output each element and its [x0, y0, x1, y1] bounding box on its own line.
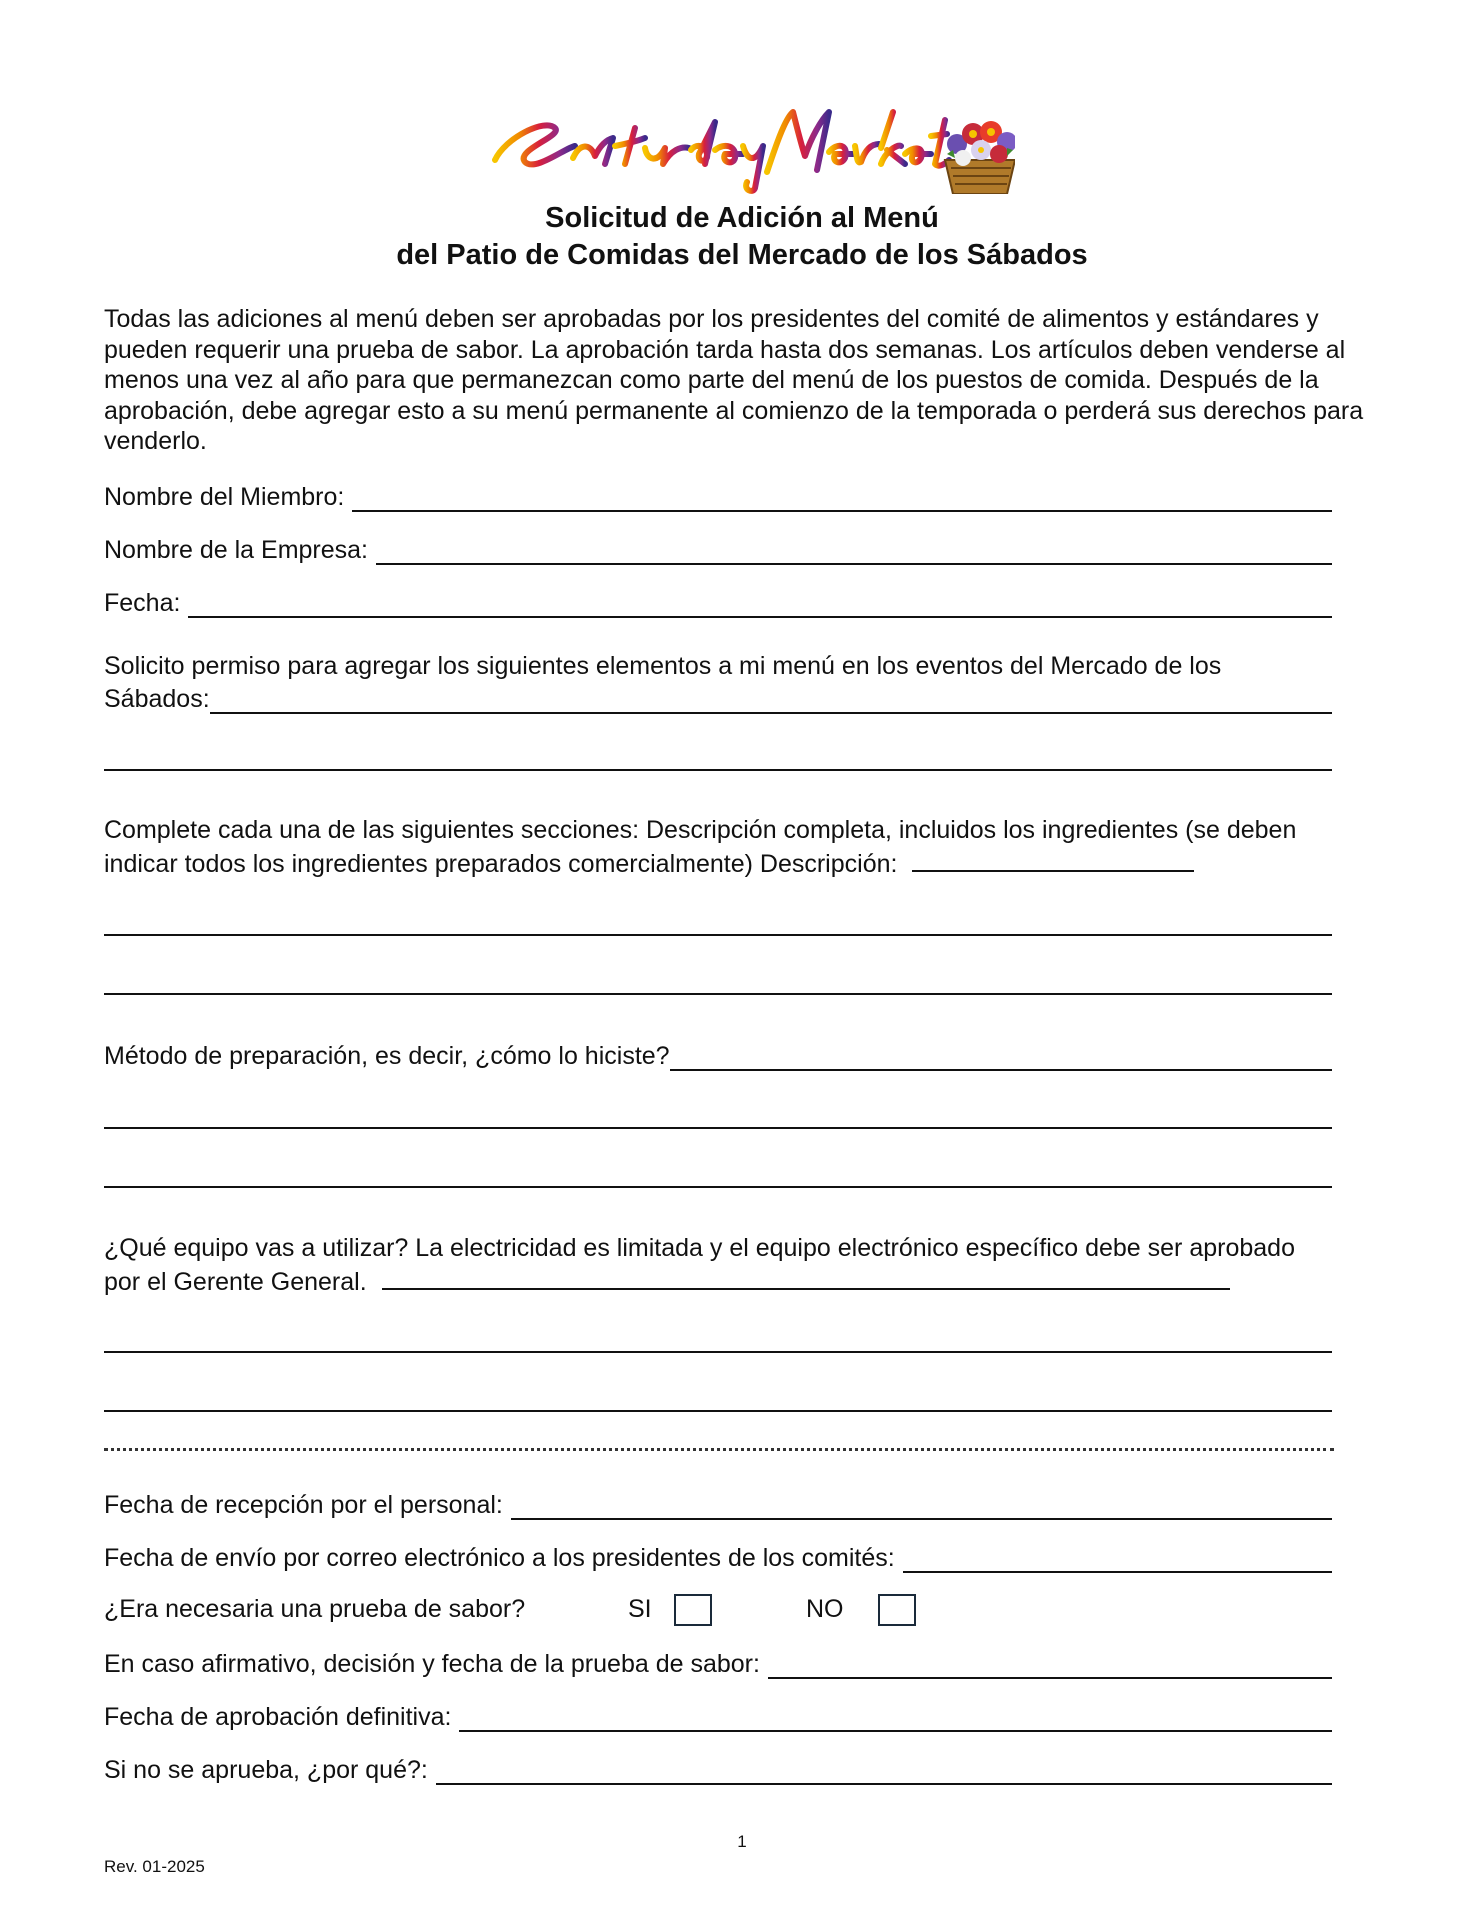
not-approved-row [104, 1753, 1332, 1785]
taste-test-yes-label: SI [628, 1595, 652, 1623]
member-name-label: Nombre del Miembro: [104, 483, 345, 511]
request-items-extra-line[interactable] [104, 769, 1332, 771]
method-label: Método de preparación, es decir, ¿cómo lo hiciste? [104, 1042, 670, 1070]
saturday-market-logo [485, 98, 1015, 194]
date-field[interactable] [188, 590, 1332, 618]
received-date-field[interactable] [511, 1492, 1332, 1520]
not-approved-label: Si no se aprueba, ¿por qué?: [104, 1756, 428, 1784]
company-name-field[interactable] [376, 537, 1332, 565]
company-name-label: Nombre de la Empresa: [104, 536, 369, 564]
intro-paragraph: Todas las adiciones al menú deben ser aprobadas por los presidentes del comité de alimentos y estándares y pueden requerir una prueba de sabor. La aprobación tarda hasta dos semanas. Los artículos deben venderse al menos una vez al año para que permanezcan como parte del menú de los puestos de comida. Después de la aprobación, debe agregar esto a su menú permanente al comienzo de la temporada o perderá sus derechos para venderlo. [104, 305, 1364, 456]
description-extra-line-2[interactable] [104, 993, 1332, 995]
method-field[interactable] [670, 1043, 1332, 1071]
received-date-label: Fecha de recepción por el personal: [104, 1491, 503, 1519]
equipment-text-line-2: por el Gerente General. [104, 1268, 367, 1296]
request-text-line-1: Solicito permiso para agregar los siguientes elementos a mi menú en los eventos del Mercado de los [104, 652, 1222, 680]
date-label: Fecha: [104, 589, 181, 617]
final-approval-field[interactable] [459, 1704, 1332, 1732]
form-title-line-1: Solicitud de Adición al Menú [545, 202, 939, 234]
company-name-row [104, 533, 1332, 565]
member-name-field[interactable] [352, 484, 1332, 512]
emailed-date-row [104, 1541, 1332, 1573]
revision-label: Rev. 01-2025 [104, 1857, 205, 1876]
request-items-field[interactable] [210, 686, 1332, 714]
emailed-date-field[interactable] [903, 1545, 1332, 1573]
taste-test-decision-field[interactable] [768, 1651, 1332, 1679]
method-extra-line-1[interactable] [104, 1127, 1332, 1129]
taste-test-question: ¿Era necesaria una prueba de sabor? [104, 1595, 526, 1623]
final-approval-label: Fecha de aprobación definitiva: [104, 1703, 452, 1731]
description-extra-line-1[interactable] [104, 934, 1332, 936]
received-date-row [104, 1488, 1332, 1520]
method-extra-line-2[interactable] [104, 1186, 1332, 1188]
page-number: 1 [737, 1832, 747, 1851]
method-row [104, 1039, 1332, 1071]
equipment-extra-line-1[interactable] [104, 1351, 1332, 1353]
request-text-line-2: Sábados: [104, 685, 210, 713]
staff-section-separator [104, 1448, 1334, 1451]
taste-test-yes-checkbox[interactable] [674, 1594, 712, 1626]
equipment-field[interactable] [382, 1264, 1230, 1290]
taste-test-no-checkbox[interactable] [878, 1594, 916, 1626]
description-field[interactable] [912, 846, 1194, 872]
description-text-line-1: Complete cada una de las siguientes secciones: Descripción completa, incluidos los ingredientes (se deben [104, 816, 1297, 844]
taste-test-decision-row [104, 1647, 1332, 1679]
taste-test-row [104, 1594, 1304, 1626]
request-row [104, 682, 1332, 714]
form-title-line-2: del Patio de Comidas del Mercado de los Sábados [396, 239, 1088, 271]
logo-graphic [485, 98, 1015, 194]
description-row [104, 846, 1404, 880]
description-text-line-2: indicar todos los ingredientes preparados comercialmente) Descripción: [104, 850, 898, 878]
equipment-row [104, 1264, 1404, 1298]
equipment-text-line-1: ¿Qué equipo vas a utilizar? La electricidad es limitada y el equipo electrónico específico debe ser aprobado [104, 1234, 1295, 1262]
member-name-row [104, 480, 1332, 512]
equipment-extra-line-2[interactable] [104, 1410, 1332, 1412]
date-row [104, 586, 1332, 618]
emailed-date-label: Fecha de envío por correo electrónico a los presidentes de los comités: [104, 1544, 895, 1572]
not-approved-field[interactable] [436, 1757, 1332, 1785]
taste-test-decision-label: En caso afirmativo, decisión y fecha de la prueba de sabor: [104, 1650, 760, 1678]
flower-basket-icon [945, 121, 1015, 194]
taste-test-no-label: NO [806, 1595, 844, 1623]
final-approval-row [104, 1700, 1332, 1732]
